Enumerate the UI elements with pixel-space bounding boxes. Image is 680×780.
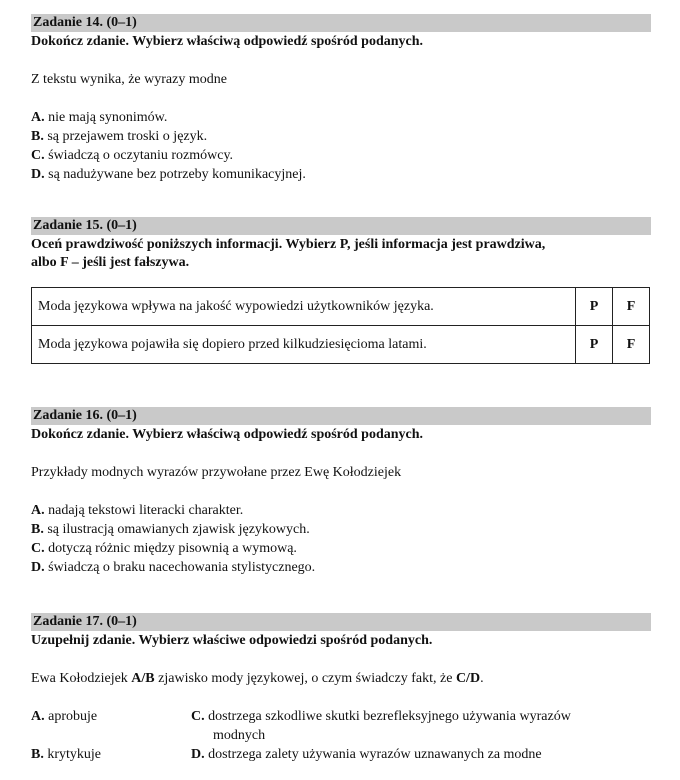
- task-16-instruction: Dokończ zdanie. Wybierz właściwą odpowiedź spośród podanych.: [31, 427, 424, 442]
- task-17-option-c[interactable]: C. dostrzega szkodliwe skutki bezrefleksyjnego używania wyrazów: [191, 709, 571, 724]
- statement-2: Moda językowa pojawiła się dopiero przed kilkudziesięcioma latami.: [32, 326, 576, 364]
- task-14-header: Zadanie 14. (0–1): [31, 14, 651, 32]
- task-17-option-d[interactable]: D. dostrzega zalety używania wyrazów uznawanych za modne: [191, 747, 542, 762]
- task-16: [31, 407, 651, 577]
- task-17-stem: Ewa Kołodziejek A/B zjawisko mody językowej, o czym świadczy fakt, że C/D.: [31, 671, 484, 686]
- false-choice-2[interactable]: F: [613, 326, 650, 364]
- task-14-option-b[interactable]: B. są przejawem troski o język.: [31, 129, 208, 144]
- task-17-option-a[interactable]: A. aprobuje: [31, 709, 98, 724]
- task-14-instruction: Dokończ zdanie. Wybierz właściwą odpowiedź spośród podanych.: [31, 34, 424, 49]
- statement-1: Moda językowa wpływa na jakość wypowiedzi użytkowników języka.: [32, 288, 576, 326]
- task-15-instruction: Oceń prawdziwość poniższych informacji. Wybierz P, jeśli informacja jest prawdziwa, albo F – jeśli jest fałszywa.: [31, 237, 546, 270]
- task-17-header: Zadanie 17. (0–1): [31, 613, 651, 631]
- true-false-table: [31, 287, 650, 364]
- task-16-option-d[interactable]: D. świadczą o braku nacechowania stylistycznego.: [31, 560, 316, 575]
- task-17-instruction: Uzupełnij zdanie. Wybierz właściwe odpowiedzi spośród podanych.: [31, 633, 433, 648]
- true-choice-2[interactable]: P: [576, 326, 613, 364]
- table-row: [32, 326, 650, 364]
- task-17-option-b[interactable]: B. krytykuje: [31, 747, 101, 762]
- task-15: [31, 217, 651, 364]
- task-17-row-2: [31, 745, 651, 764]
- task-16-stem: Przykłady modnych wyrazów przywołane przez Ewę Kołodziejek: [31, 465, 402, 480]
- task-17-row-1-cont: [31, 726, 651, 745]
- task-17: [31, 613, 651, 764]
- task-14-option-a[interactable]: A. nie mają synonimów.: [31, 110, 168, 125]
- task-14-option-c[interactable]: C. świadczą o oczytaniu rozmówcy.: [31, 148, 234, 163]
- task-14: [31, 14, 651, 184]
- task-16-option-b[interactable]: B. są ilustracją omawianych zjawisk językowych.: [31, 522, 310, 537]
- task-14-option-d[interactable]: D. są nadużywane bez potrzeby komunikacyjnej.: [31, 167, 306, 182]
- task-16-option-c[interactable]: C. dotyczą różnic między pisownią a wymową.: [31, 541, 297, 556]
- task-14-stem: Z tekstu wynika, że wyrazy modne: [31, 72, 227, 87]
- false-choice-1[interactable]: F: [613, 288, 650, 326]
- task-15-header: Zadanie 15. (0–1): [31, 217, 651, 235]
- task-16-header: Zadanie 16. (0–1): [31, 407, 651, 425]
- task-16-option-a[interactable]: A. nadają tekstowi literacki charakter.: [31, 503, 244, 518]
- table-row: [32, 288, 650, 326]
- task-17-option-c-cont: modnych: [213, 728, 266, 743]
- task-17-row-1: [31, 707, 651, 726]
- true-choice-1[interactable]: P: [576, 288, 613, 326]
